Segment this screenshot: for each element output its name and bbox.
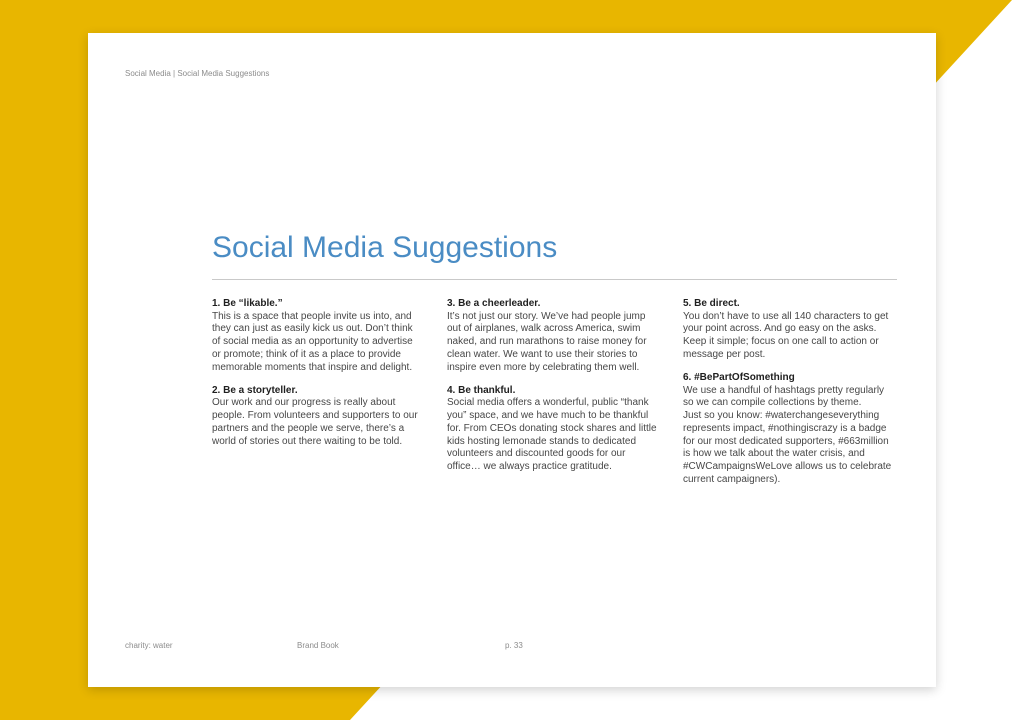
section-heading: 3. Be a cheerleader. — [447, 298, 541, 309]
column-2 — [447, 298, 667, 474]
footer-document-title: Brand Book — [297, 641, 339, 650]
section-be-direct — [683, 298, 903, 362]
section-be-a-cheerleader — [447, 298, 667, 374]
body-line: naked, and run marathons to raise money for — [447, 336, 647, 348]
body-line: memorable moments that inspire and delight. — [212, 361, 413, 373]
body-line: message per post. — [683, 348, 766, 360]
body-line: or promote; think of it as a place to provide — [212, 348, 401, 360]
page-title: Social Media Suggestions — [212, 231, 558, 264]
body-line: office… we always practice gratitude. — [447, 460, 612, 472]
body-line: It’s not just our story. We’ve had people jump — [447, 310, 646, 322]
column-1 — [212, 298, 432, 448]
body-line: Social media offers a wonderful, public “thank — [447, 397, 649, 409]
section-be-a-storyteller — [212, 385, 432, 449]
body-line: represents impact, #nothingiscrazy is a badge — [683, 422, 887, 434]
body-line: volunteers and discounted goods for our — [447, 448, 626, 460]
section-heading: 5. Be direct. — [683, 298, 740, 309]
section-heading: 1. Be “likable.” — [212, 298, 283, 309]
body-line: is how we talk about the water crisis, and — [683, 448, 865, 460]
body-line: Our work and our progress is really about — [212, 397, 396, 409]
column-3 — [683, 298, 903, 486]
body-line: Just so you know: #waterchangeseverything — [683, 410, 880, 422]
section-be-likable — [212, 298, 432, 374]
body-line: partners and the people we serve, there’s a — [212, 422, 405, 434]
body-line: inspire even more by celebrating them well. — [447, 361, 640, 373]
body-line: current campaigners). — [683, 473, 781, 485]
brand-book-page — [88, 33, 936, 687]
body-line: for our most dedicated supporters, #663million — [683, 435, 889, 447]
body-line: You don’t have to use all 140 characters to get — [683, 310, 889, 322]
section-be-part-of-something — [683, 372, 903, 486]
footer-page-number: p. 33 — [505, 641, 523, 650]
body-line: Keep it simple; focus on one call to action or — [683, 336, 879, 348]
body-line: people. From volunteers and supporters to our — [212, 410, 418, 422]
body-line: for. From CEOs donating stock shares and little — [447, 422, 657, 434]
body-line: world of stories out there waiting to be told. — [212, 435, 403, 447]
section-heading: 2. Be a storyteller. — [212, 384, 298, 396]
body-line: We use a handful of hashtags pretty regularly — [683, 384, 885, 396]
body-line: out of airplanes, walk across America, swim — [447, 323, 641, 335]
body-line: This is a space that people invite us into, and — [212, 310, 412, 322]
footer-organization: charity: water — [125, 641, 173, 650]
body-line: #CWCampaignsWeLove allows us to celebrate — [683, 460, 892, 472]
body-line: clean water. We want to use their stories to — [447, 348, 638, 360]
body-line: your point across. And go easy on the asks. — [683, 323, 877, 335]
body-line: you” space, and we have much to be thankful — [447, 410, 649, 422]
body-line: of social media as an opportunity to advertise — [212, 336, 413, 348]
body-line: kids hosting lemonade stands to dedicated — [447, 435, 637, 447]
running-header: Social Media | Social Media Suggestions — [125, 69, 270, 78]
section-heading: 4. Be thankful. — [447, 384, 516, 396]
title-divider — [212, 279, 897, 280]
body-line: they can just as easily kick us out. Don’t think — [212, 323, 413, 335]
body-line: so we can compile collections by theme. — [683, 397, 862, 409]
section-be-thankful — [447, 385, 667, 474]
section-heading: 6. #BePartOfSomething — [683, 372, 795, 384]
